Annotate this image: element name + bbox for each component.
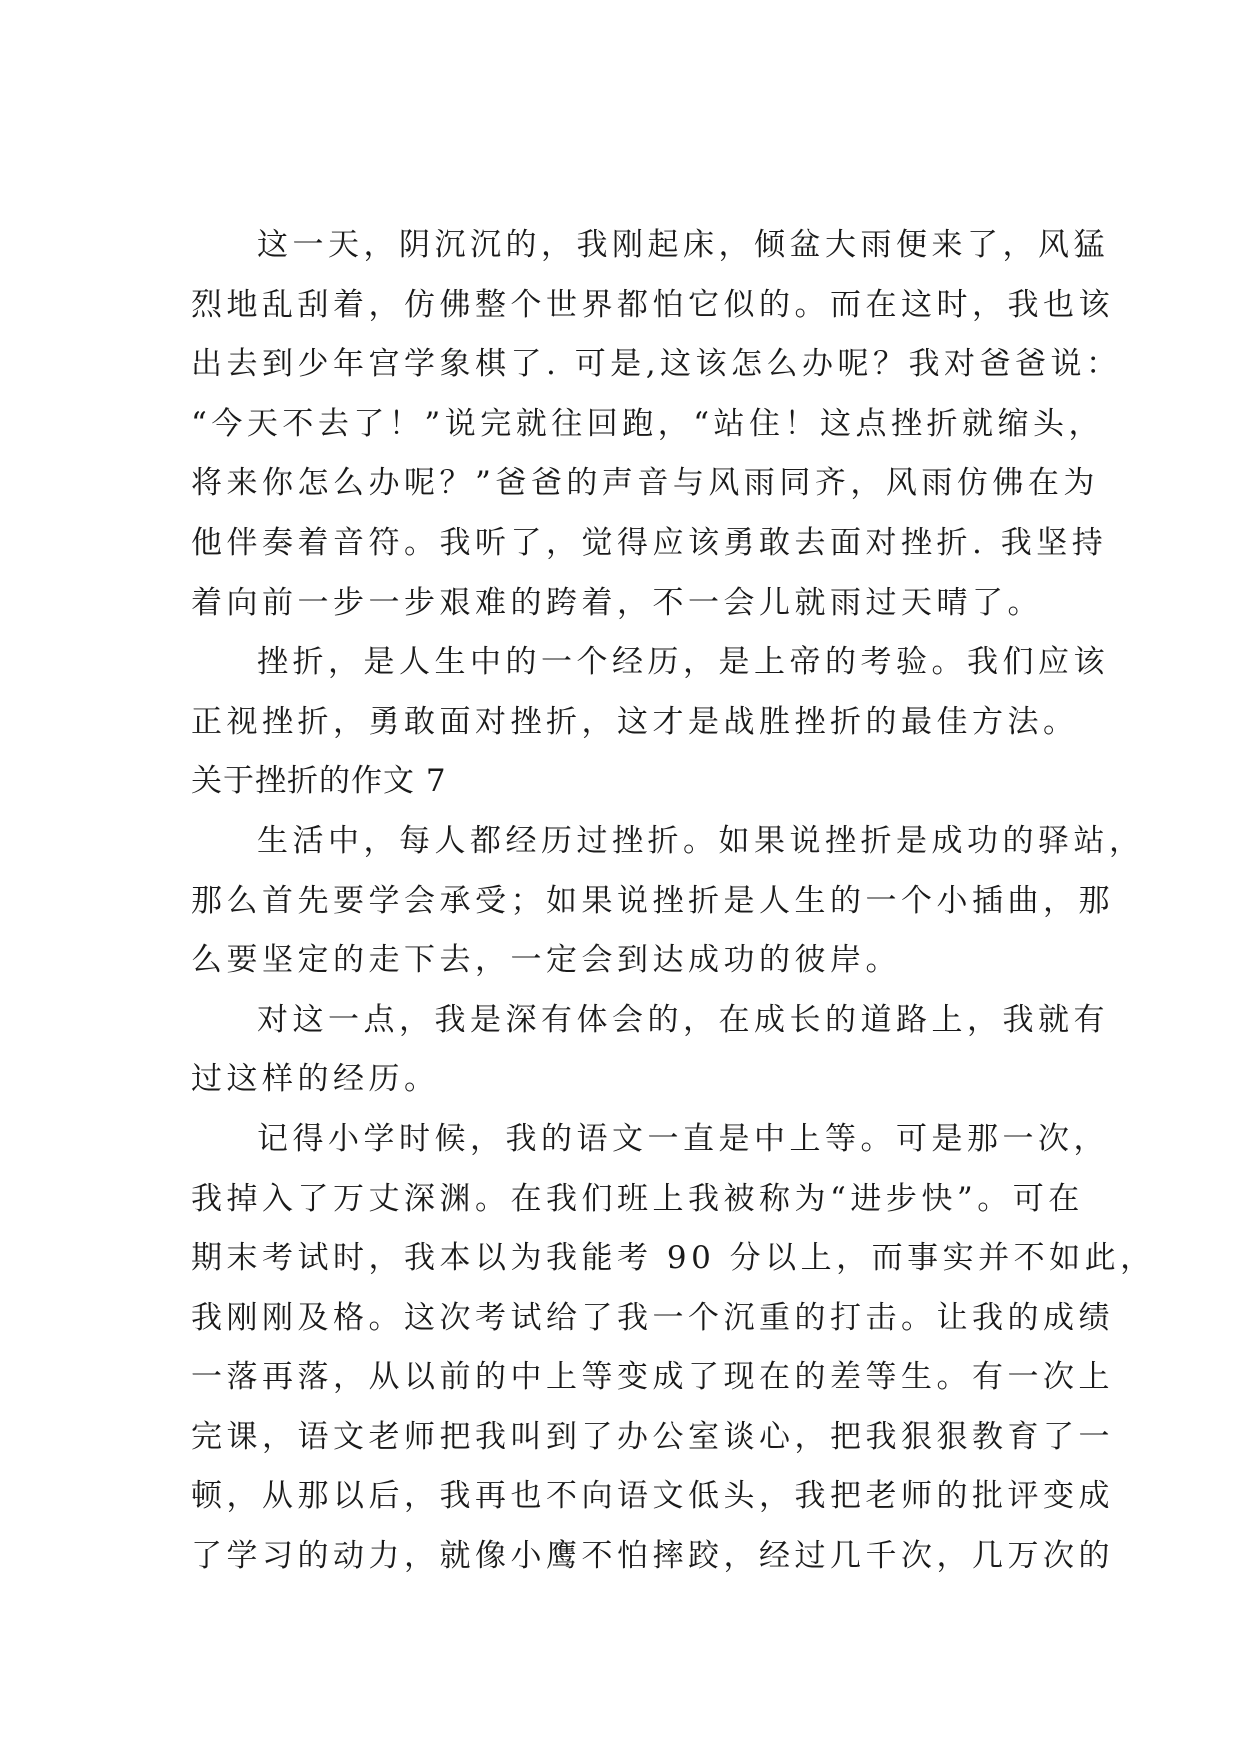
text-line: 期末考试时，我本以为我能考 90 分以上，而事实并不如此， bbox=[191, 1240, 1156, 1277]
text-line: 生活中，每人都经历过挫折。如果说挫折是成功的驿站， bbox=[257, 822, 1145, 859]
text-line: 挫折，是人生中的一个经历，是上帝的考验。我们应该 bbox=[257, 644, 1109, 681]
text-line: 了学习的动力，就像小鹰不怕摔跤，经过几千次，几万次的 bbox=[191, 1538, 1114, 1575]
section-heading: 关于挫折的作文 7 bbox=[191, 763, 447, 800]
text-line: 对这一点，我是深有体会的，在成长的道路上，我就有 bbox=[257, 1001, 1109, 1038]
text-line: 他伴奏着音符。我听了，觉得应该勇敢去面对挫折. 我坚持 bbox=[191, 524, 1108, 561]
text-line: 我刚刚及格。这次考试给了我一个沉重的打击。让我的成绩 bbox=[191, 1299, 1114, 1336]
text-line: 一落再落，从以前的中上等变成了现在的差等生。有一次上 bbox=[191, 1359, 1114, 1396]
text-line: 么要坚定的走下去，一定会到达成功的彼岸。 bbox=[191, 942, 901, 979]
text-line: 过这样的经历。 bbox=[191, 1061, 440, 1098]
text-line: 完课，语文老师把我叫到了办公室谈心，把我狠狠教育了一 bbox=[191, 1418, 1114, 1455]
text-line: 这一天，阴沉沉的，我刚起床，倾盆大雨便来了，风猛 bbox=[257, 227, 1109, 263]
text-line: 记得小学时候，我的语文一直是中上等。可是那一次， bbox=[257, 1120, 1109, 1157]
text-line: 出去到少年宫学象棋了. 可是,这该怎么办呢？我对爸爸说： bbox=[191, 346, 1122, 383]
text-line: 着向前一步一步艰难的跨着，不一会儿就雨过天晴了。 bbox=[191, 584, 1043, 621]
essay-text-block bbox=[191, 216, 1156, 1587]
text-line: 烈地乱刮着，仿佛整个世界都怕它似的。而在这时，我也该 bbox=[191, 286, 1114, 323]
text-line: 那么首先要学会承受；如果说挫折是人生的一个小插曲，那 bbox=[191, 882, 1114, 919]
text-line: 顿，从那以后，我再也不向语文低头，我把老师的批评变成 bbox=[191, 1478, 1114, 1515]
text-line: “今天不去了！”说完就往回跑，“站住！这点挫折就缩头， bbox=[191, 405, 1105, 442]
text-line: 将来你怎么办呢？”爸爸的声音与风雨同齐，风雨仿佛在为 bbox=[191, 465, 1099, 502]
text-line: 我掉入了万丈深渊。在我们班上我被称为“进步快”。可在 bbox=[191, 1180, 1084, 1217]
text-line: 正视挫折，勇敢面对挫折，这才是战胜挫折的最佳方法。 bbox=[191, 703, 1079, 740]
